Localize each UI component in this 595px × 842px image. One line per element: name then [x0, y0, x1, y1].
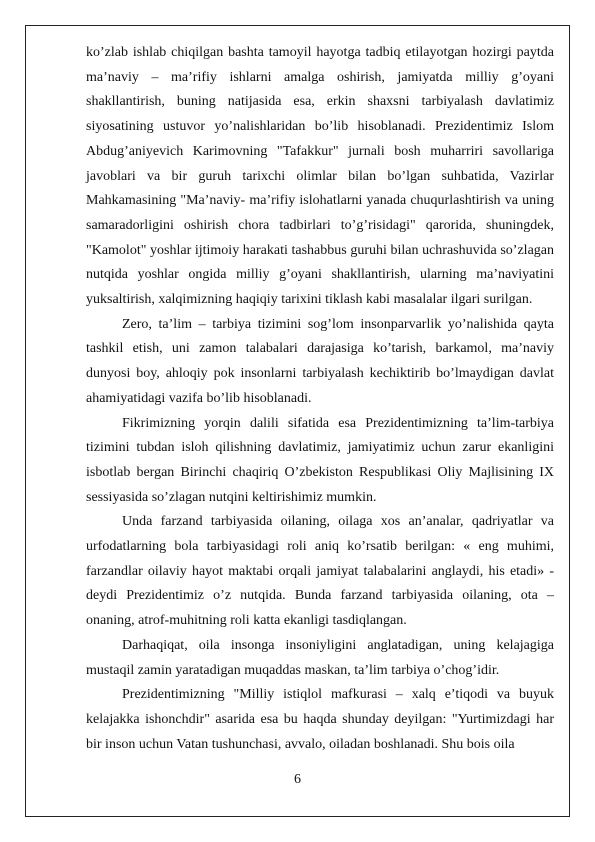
- paragraph-3: Fikrimizning yorqin dalili sifatida esa Prezidentimizning ta’lim-tarbiya tizimini tubdan isloh qilishning davlatimiz, jamiyatimiz uchun zarur ekanligini isbotlab bergan Birinchi chaqiriq O’zbekiston Respublikasi Oliy Majlisining IX sessiyasida so’zlagan nutqini keltirishimiz mumkin.: [86, 415, 554, 505]
- document-body: [86, 41, 554, 757]
- paragraph-5: Darhaqiqat, oila insonga insoniyligini anglatadigan, uning kelajagiga mustaqil zamin yaratadigan muqaddas maskan, ta’lim tarbiya o’chog’idir.: [86, 637, 554, 678]
- paragraph-1: ko’zlab ishlab chiqilgan bashta tamoyil hayotga tadbiq etilayotgan hozirgi paytda ma’naviy – ma’rifiy ishlarni amalga oshirish, jamiyatda milliy g’oyani shakllantirish, buning natijasida esa, erkin shaxsni tarbiyalash davlatimiz siyosatining ustuvor yo’nalishlaridan bo’lib hisoblanadi. Prezidentimiz Islom Abdug’aniyevich Karimovning "Tafakkur" jurnali bosh muharriri savollariga javoblari va bir guruh tarixchi olimlar bilan bo’lgan suhbatida, Vazirlar Mahkamasining "Ma’naviy- ma’rifiy islohatlarni yanada chuqurlashtirish va uning samaradorligini oshirish chora tadbirlari to’g’risidagi" qarorida, shuningdek, "Kamolot" yoshlar ijtimoiy harakati tashabbus guruhi bilan uchrashuvida so’zlagan nutqida yoshlar ongida milliy g’oyani shakllantirish, ularning ma’naviyatini yuksaltirish, xalqimizning haqiqiy tarixini tiklash kabi masalalar ilgari surilgan.: [86, 45, 554, 308]
- paragraph-4: Unda farzand tarbiyasida oilaning, oilaga xos an’analar, qadriyatlar va urfodatlarning bola tarbiyasidagi roli aniq ko’rsatib berilgan: « eng muhimi, farzandlar oilaviy hayot maktabi orqali jamiyat talabalarini anglaydi, his etadi» - deydi Prezidentimiz o’z nutqida. Bunda farzand tarbiyasida oilaning, ota – onaning, atrof-muhitning roli katta ekanligi tasdiqlangan.: [86, 514, 554, 629]
- paragraph-2: Zero, ta’lim – tarbiya tizimini sog’lom insonparvarlik yo’nalishida qayta tashkil etish, uni zamon talabalari darajasiga ko’tarish, barkamol, ma’naviy dunyosi boy, ahloqiy pok insonlarni tarbiyalash kechiktirib bo’lmaydigan davlat ahamiyatidagi vazifa bo’lib hisoblanadi.: [86, 316, 554, 406]
- paragraph-6: Prezidentimizning "Milliy istiqlol mafkurasi – xalq e’tiqodi va buyuk kelajakka ishonchdir" asarida esa bu haqda shunday deyilgan: "Yurtimizdagi har bir inson uchun Vatan tushunchasi, avvalo, oiladan boshlanadi. Shu bois oila: [86, 687, 554, 752]
- page-number: 6: [294, 772, 301, 787]
